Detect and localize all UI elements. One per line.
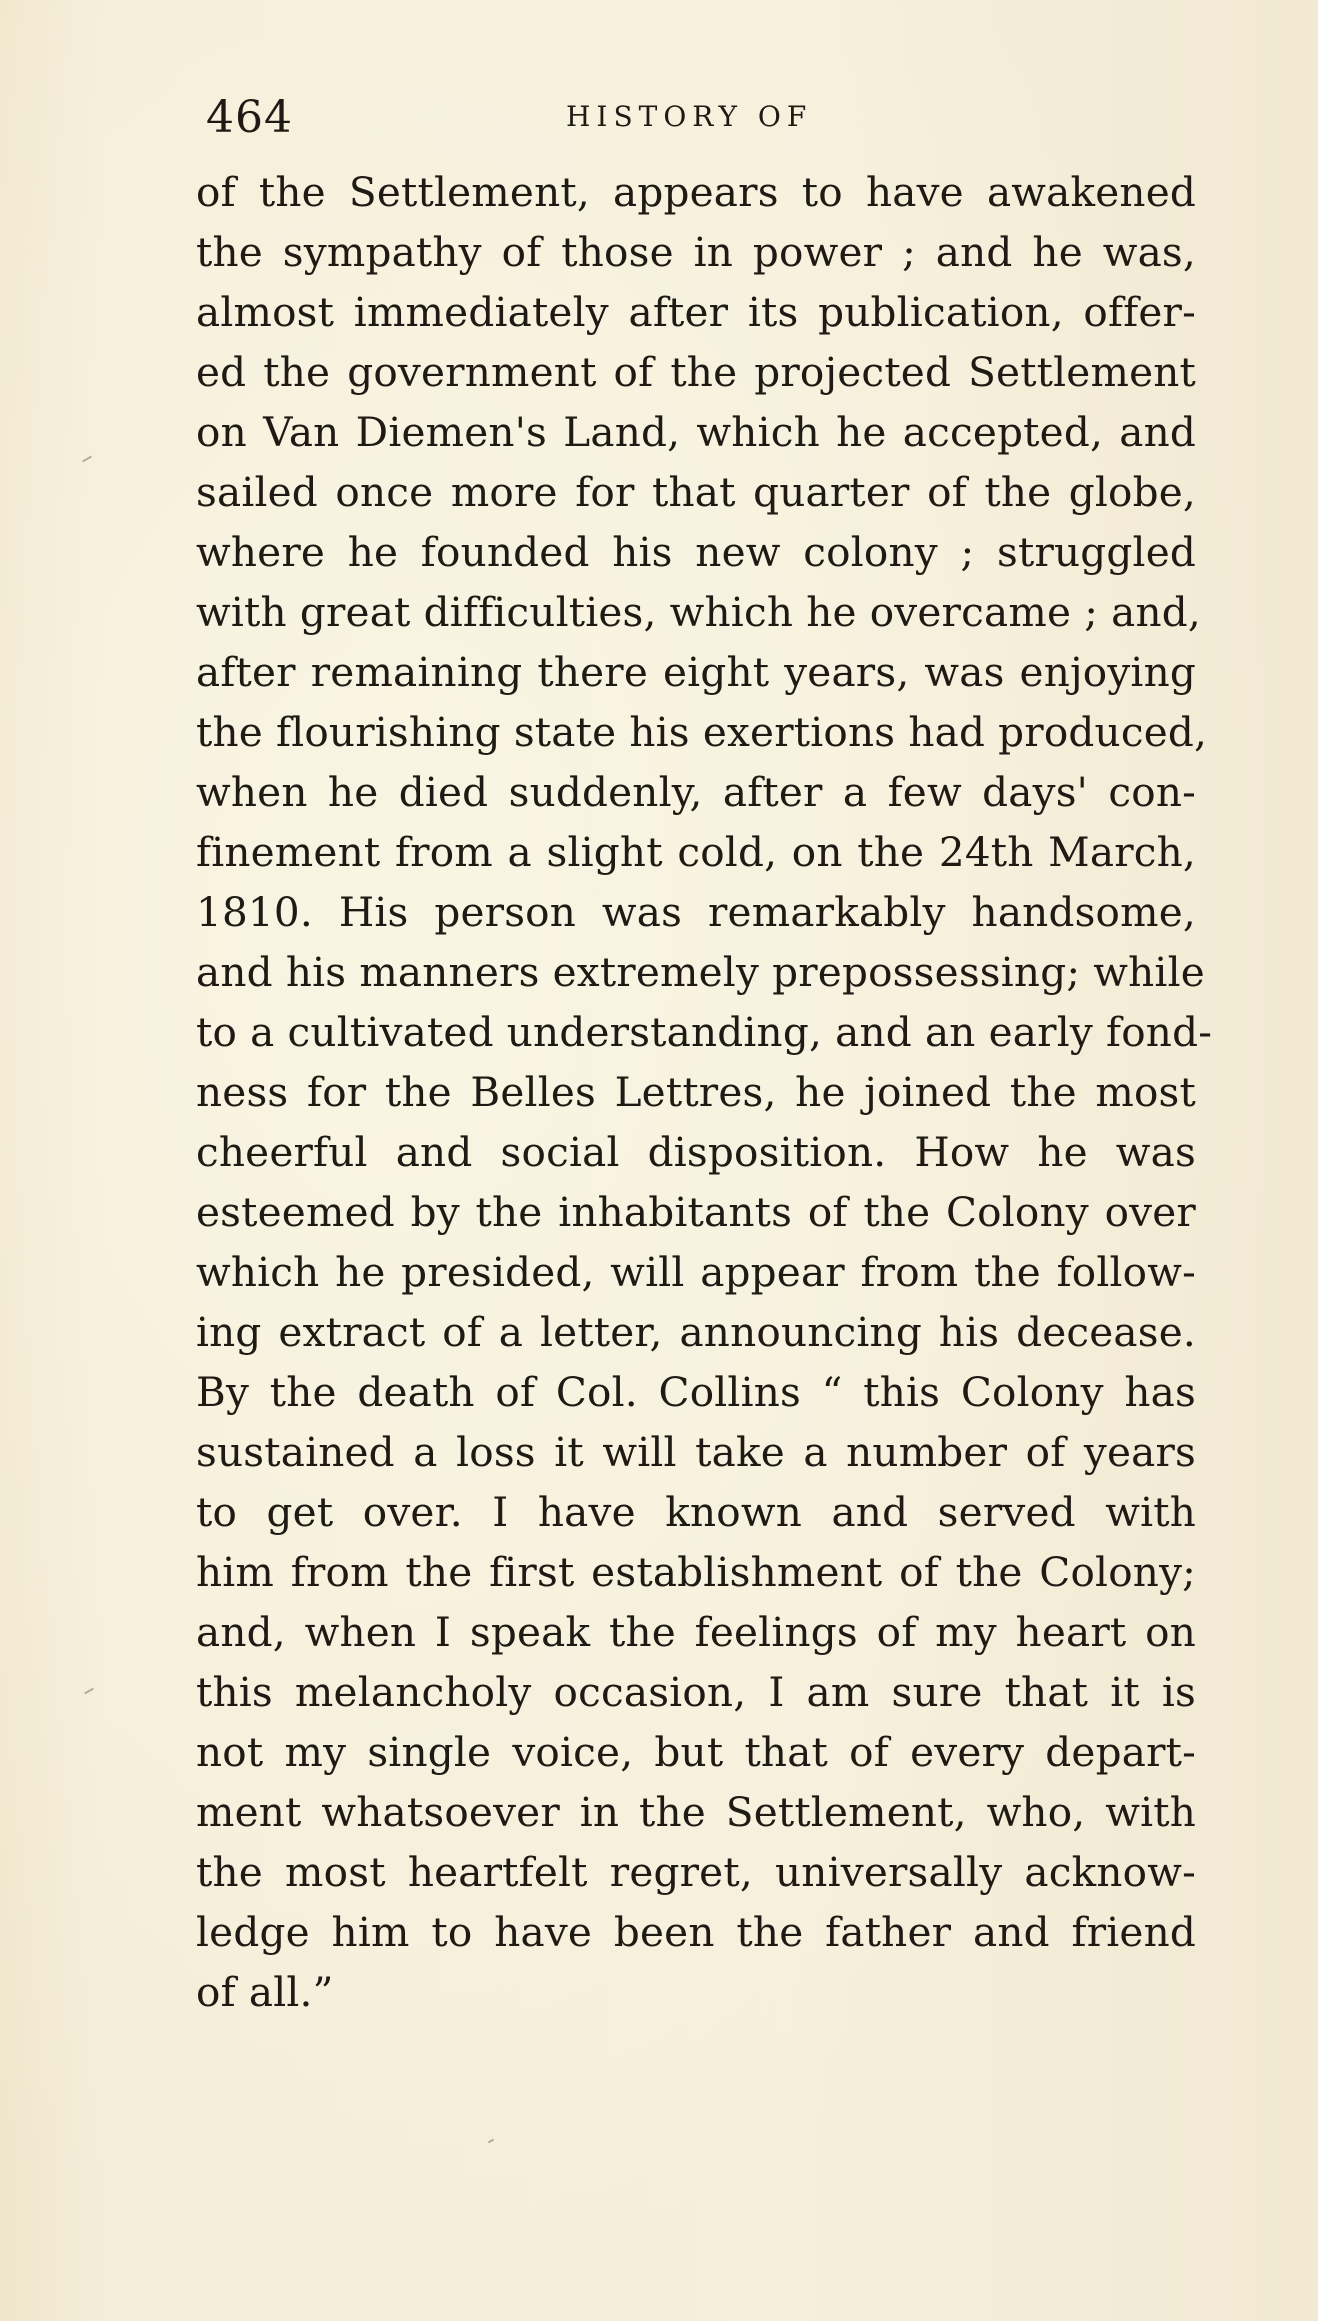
text-line: which he presided, will appear from the follow- bbox=[196, 1248, 1196, 1296]
text-line: esteemed by the inhabitants of the Colony over bbox=[196, 1188, 1196, 1236]
text-line: finement from a slight cold, on the 24th March, bbox=[196, 828, 1196, 876]
text-line: to get over. I have known and served with bbox=[196, 1488, 1196, 1536]
body-text bbox=[196, 162, 1213, 2022]
paper-speck bbox=[84, 1688, 94, 1695]
text-line: 1810. His person was remarkably handsome, bbox=[196, 888, 1196, 936]
text-line: the most heartfelt regret, universally acknow- bbox=[196, 1848, 1196, 1896]
page-header bbox=[206, 92, 1186, 152]
text-line: not my single voice, but that of every depart- bbox=[196, 1728, 1196, 1776]
text-line: sailed once more for that quarter of the globe, bbox=[196, 468, 1196, 516]
text-line: By the death of Col. Collins “ this Colony has bbox=[196, 1368, 1196, 1416]
paper-speck bbox=[488, 2139, 494, 2144]
text-line: ing extract of a letter, announcing his decease. bbox=[196, 1308, 1196, 1356]
text-line: ness for the Belles Lettres, he joined the most bbox=[196, 1068, 1196, 1116]
text-line: almost immediately after its publication, offer- bbox=[196, 288, 1196, 336]
running-head: HISTORY OF bbox=[566, 100, 813, 133]
text-line: on Van Diemen's Land, which he accepted, and bbox=[196, 408, 1196, 456]
page-number: 464 bbox=[206, 92, 293, 143]
paper-speck bbox=[82, 456, 92, 463]
text-line: ment whatsoever in the Settlement, who, with bbox=[196, 1788, 1196, 1836]
text-line: of all.” bbox=[196, 1968, 334, 2016]
text-line: when he died suddenly, after a few days' con- bbox=[196, 768, 1196, 816]
text-line: sustained a loss it will take a number of years bbox=[196, 1428, 1196, 1476]
text-line: where he founded his new colony ; struggled bbox=[196, 528, 1196, 576]
text-line: after remaining there eight years, was enjoying bbox=[196, 648, 1196, 696]
text-line: this melancholy occasion, I am sure that it is bbox=[196, 1668, 1196, 1716]
text-line: the sympathy of those in power ; and he was, bbox=[196, 228, 1196, 276]
text-line: cheerful and social disposition. How he was bbox=[196, 1128, 1196, 1176]
text-line: and his manners extremely prepossessing; while bbox=[196, 948, 1205, 996]
text-line: of the Settlement, appears to have awakened bbox=[196, 168, 1196, 216]
text-line: ed the government of the projected Settlement bbox=[196, 348, 1196, 396]
text-line: him from the first establishment of the Colony; bbox=[196, 1548, 1196, 1596]
text-line: to a cultivated understanding, and an early fond- bbox=[196, 1008, 1213, 1056]
text-line: with great difficulties, which he overcame ; and, bbox=[196, 588, 1201, 636]
text-line: ledge him to have been the father and friend bbox=[196, 1908, 1196, 1956]
text-line: and, when I speak the feelings of my heart on bbox=[196, 1608, 1196, 1656]
text-line: the flourishing state his exertions had produced, bbox=[196, 708, 1208, 756]
